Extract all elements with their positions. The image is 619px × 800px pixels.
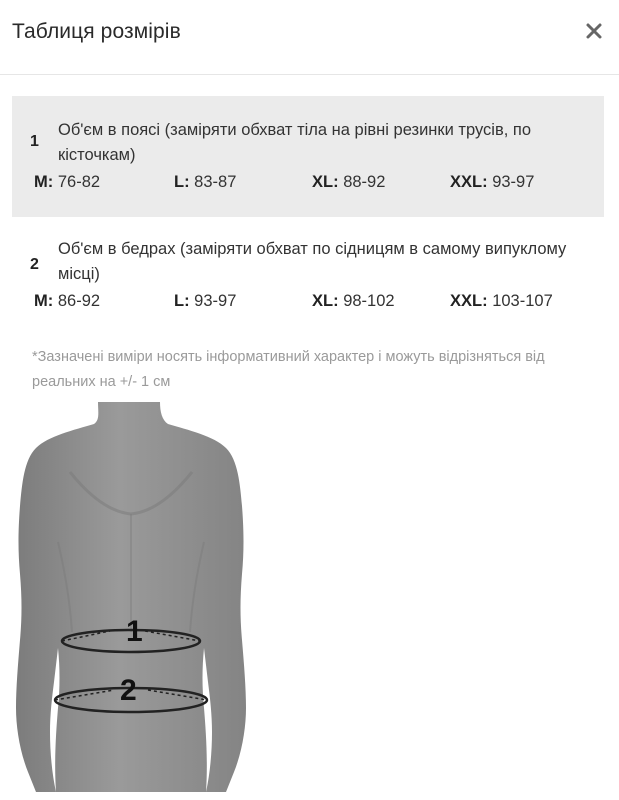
size-xl <box>312 173 385 192</box>
size-label: XL: <box>312 173 339 191</box>
disclaimer-note: *Зазначені виміри носять інформативний характер і можуть відрізняться від реальних на +/- 1 см <box>32 349 545 390</box>
size-xxl <box>450 292 553 311</box>
size-xl <box>312 292 395 311</box>
marker-1-label: 1 <box>126 615 143 648</box>
row-number: 2 <box>30 256 39 273</box>
size-value: 83-87 <box>194 173 237 191</box>
close-icon[interactable] <box>583 20 605 42</box>
size-value: 86-92 <box>57 292 101 310</box>
size-label: M: <box>34 173 54 191</box>
size-l <box>174 292 236 311</box>
row-description: Об'єм в поясі (заміряти обхват тіла на рівні резинки трусів, по кісточкам) <box>58 121 532 164</box>
body-silhouette-illustration <box>10 402 250 792</box>
size-l <box>174 173 236 192</box>
size-value: 98-102 <box>343 292 395 310</box>
row-description: Об'єм в бедрах (заміряти обхват по сідницям в самому випуклому місці) <box>58 240 567 283</box>
size-label: XXL: <box>450 173 488 191</box>
marker-2-label: 2 <box>120 674 137 707</box>
size-value: 103-107 <box>492 292 553 310</box>
size-xxl <box>450 173 534 192</box>
modal-header <box>0 0 619 75</box>
size-m <box>34 292 100 311</box>
close-button[interactable] <box>583 20 605 42</box>
size-label: XXL: <box>450 292 488 310</box>
size-label: XL: <box>312 292 339 310</box>
row-number: 1 <box>30 133 39 150</box>
size-value: 88-92 <box>343 173 386 191</box>
size-label: M: <box>34 292 54 310</box>
size-label: L: <box>174 292 190 310</box>
size-value: 93-97 <box>194 292 237 310</box>
size-row-waist <box>12 96 604 217</box>
size-m <box>34 173 100 192</box>
modal-title: Таблиця розмірів <box>12 20 181 43</box>
size-row-hips <box>12 228 604 324</box>
size-value: 76-82 <box>57 173 101 191</box>
size-label: L: <box>174 173 190 191</box>
body-measurement-figure <box>10 402 250 792</box>
size-value: 93-97 <box>492 173 535 191</box>
